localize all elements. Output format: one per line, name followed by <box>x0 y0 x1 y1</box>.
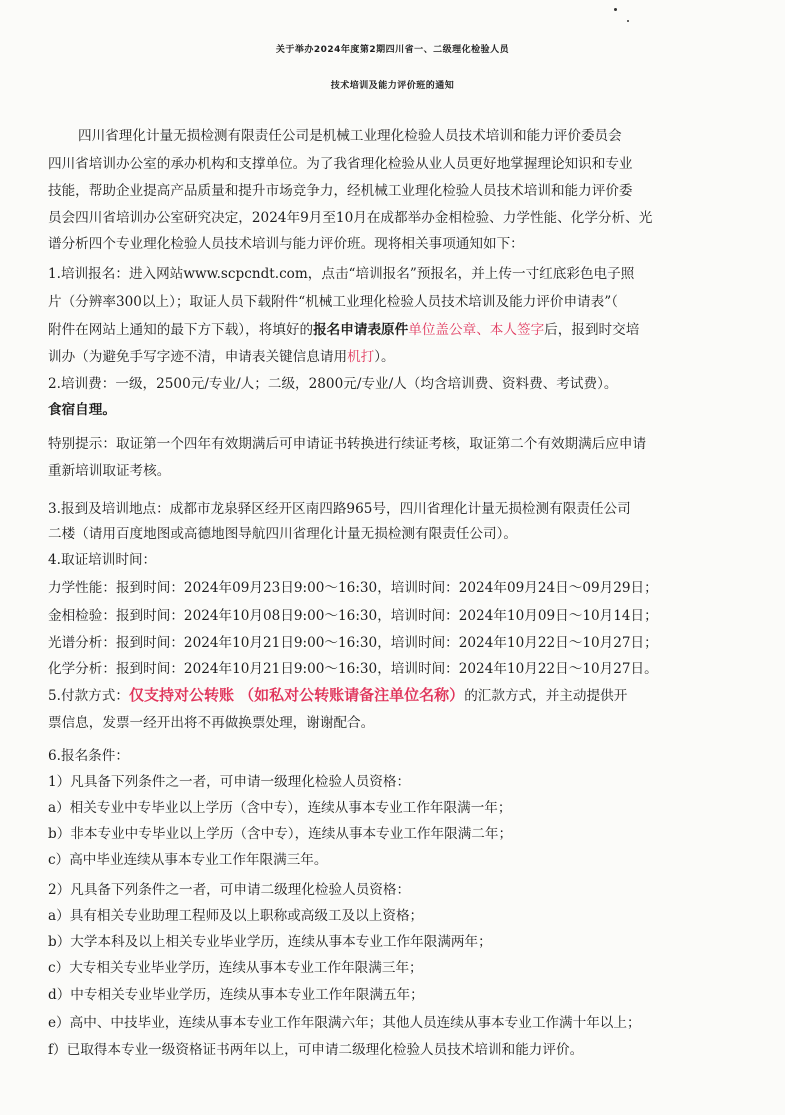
scan-speck <box>627 20 629 22</box>
typed-emphasis: 机打 <box>347 349 375 365</box>
text: 后，报到时交培 <box>544 322 640 338</box>
level2-heading: 2）凡具备下列条件之一者，可申请二级理化检验人员资格： <box>48 882 411 898</box>
intro-line: 技能，帮助企业提高产品质量和提升市场竞争力，经机械工业理化检验人员技术培训和能力评价委 <box>48 183 633 199</box>
intro-line: 四川省培训办公室的承办机构和支撑单位。为了我省理化检验从业人员更好地掌握理论知识和专业 <box>48 156 633 172</box>
condition-item: c）大专相关专业毕业学历，连续从事本专业工作年限满三年； <box>48 960 423 976</box>
special-tip-line: 特别提示：取证第一个四年有效期满后可申请证书转换进行续证考核，取证第二个有效期满后应申请 <box>48 436 647 452</box>
location-line: 3.报到及培训地点：成都市龙泉驿区经开区南四路965号，四川省理化计量无损检测有限责任公司 <box>48 501 631 517</box>
level1-heading: 1）凡具备下列条件之一者，可申请一级理化检验人员资格： <box>48 774 411 790</box>
text: 附件在网站上通知的最下方下载），将填好的 <box>48 322 314 338</box>
scan-speck <box>614 8 617 11</box>
schedule-row: 金相检验：报到时间：2024年10月08日9:00～16:30，培训时间：2024年10月09日～10月14日； <box>48 608 658 624</box>
seal-signature-emphasis: 单位盖公章、本人签字 <box>408 322 545 338</box>
conditions-heading: 6.报名条件： <box>48 748 129 764</box>
registration-line <box>48 318 639 338</box>
title-line-1: 关于举办2024年度第2期四川省一、二级理化检验人员 <box>275 45 510 55</box>
fee-note: 食宿自理。 <box>48 402 116 418</box>
text: ）。 <box>374 349 395 365</box>
text: 训办（为避免手写字迹不清，申请表关键信息请用 <box>48 349 348 365</box>
condition-item: a）相关专业中专毕业以上学历（含中专），连续从事本专业工作年限满一年； <box>48 800 512 816</box>
special-tip-line: 重新培训取证考核。 <box>48 463 171 479</box>
title-line-2: 技术培训及能力评价班的通知 <box>330 81 455 91</box>
registration-line <box>48 345 395 365</box>
form-original-emphasis: 报名申请表原件 <box>313 322 409 338</box>
condition-item: e）高中、中技毕业，连续从事本专业工作年限满六年；其他人员连续从事本专业工作满十年以上； <box>48 1015 641 1031</box>
payment-emphasis: 仅支持对公转账 （如私对公转账请备注单位名称） <box>128 686 465 704</box>
registration-line: 片（分辨率300以上）；取证人员下载附件“机械工业理化检验人员技术培训及能力评价申请表”（ <box>48 294 618 310</box>
condition-item: f）已取得本专业一级资格证书两年以上，可申请二级理化检验人员技术培训和能力评价。 <box>48 1042 584 1058</box>
payment-line <box>48 684 627 705</box>
location-line: 二楼（请用百度地图或高德地图导航四川省理化计量无损检测有限责任公司）。 <box>48 526 517 542</box>
schedule-heading: 4.取证培训时间： <box>48 552 157 568</box>
condition-item: b）大学本科及以上相关专业毕业学历，连续从事本专业工作年限满两年； <box>48 934 492 950</box>
intro-line: 员会四川省培训办公室研究决定，2024年9月至10月在成都举办金相检验、力学性能、化学分析、光 <box>48 210 653 226</box>
schedule-row: 光谱分析：报到时间：2024年10月21日9:00～16:30，培训时间：2024年10月22日～10月27日； <box>48 635 658 651</box>
payment-line: 票信息，发票一经开出将不再做换票处理，谢谢配合。 <box>48 715 375 731</box>
condition-item: a）具有相关专业助理工程师及以上职称或高级工及以上资格； <box>48 908 424 924</box>
condition-item: d）中专相关专业毕业学历，连续从事本专业工作年限满五年； <box>48 987 424 1003</box>
schedule-row: 力学性能：报到时间：2024年09月23日9:00～16:30，培训时间：2024年09月24日～09月29日； <box>48 580 658 596</box>
registration-line: 1.培训报名：进入网站www.scpcndt.com，点击“培训报名”预报名，并上传一寸红底彩色电子照 <box>48 266 635 282</box>
text: 的汇款方式，并主动提供开 <box>464 688 628 704</box>
intro-line: 谱分析四个专业理化检验人员技术培训与能力评价班。现将相关事项通知如下： <box>48 236 524 252</box>
schedule-row: 化学分析：报到时间：2024年10月21日9:00～16:30，培训时间：2024年10月22日～10月27日。 <box>48 661 658 677</box>
condition-item: c）高中毕业连续从事本专业工作年限满三年。 <box>48 852 328 868</box>
condition-item: b）非本专业中专毕业以上学历（含中专），连续从事本专业工作年限满二年； <box>48 826 513 842</box>
fee-line: 2.培训费：一级，2500元/专业/人；二级，2800元/专业/人（均含培训费、资料费、考试费）。 <box>48 376 618 392</box>
intro-line: 四川省理化计量无损检测有限责任公司是机械工业理化检验人员技术培训和能力评价委员会 <box>78 128 622 144</box>
text: 5.付款方式： <box>48 688 129 704</box>
